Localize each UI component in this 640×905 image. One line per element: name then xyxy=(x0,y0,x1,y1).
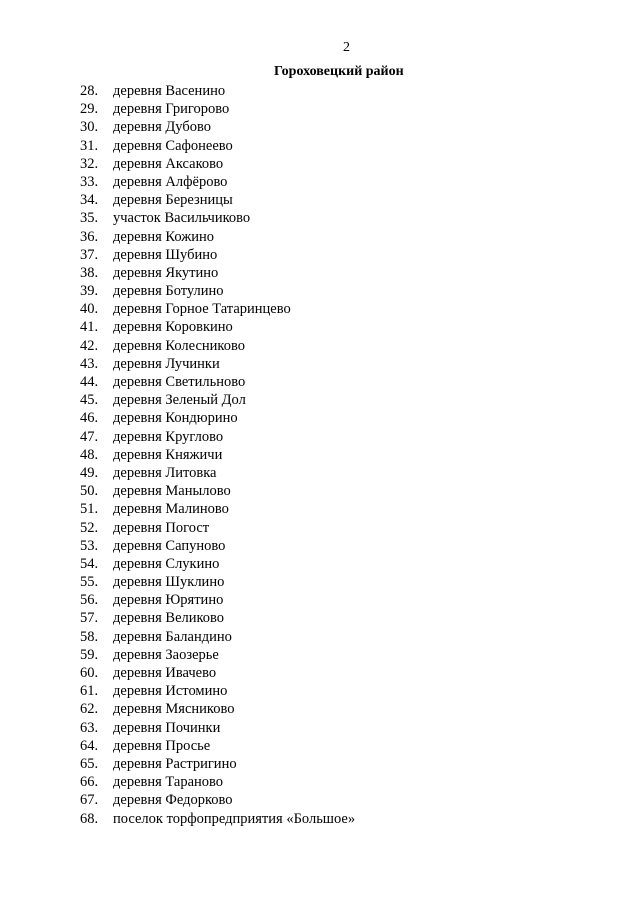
settlement-name: деревня Круглово xyxy=(113,428,224,445)
item-number: 37. xyxy=(80,246,99,263)
settlement-name: деревня Литовка xyxy=(113,464,217,481)
item-number: 57. xyxy=(80,610,99,627)
settlement-name: деревня Светильново xyxy=(113,374,246,390)
settlement-name: деревня Горное Татаринцево xyxy=(113,301,291,318)
item-number: 51. xyxy=(80,501,99,518)
settlement-name: деревня Истомино xyxy=(113,683,228,700)
settlement-name: деревня Федорково xyxy=(113,792,233,809)
section-title: Гороховецкий район xyxy=(274,64,404,79)
item-number: 38. xyxy=(80,264,99,281)
item-number: 67. xyxy=(80,792,99,809)
item-number: 40. xyxy=(80,301,99,318)
settlement-name: деревня Ботулино xyxy=(113,283,224,300)
item-number: 31. xyxy=(80,137,99,154)
item-number: 49. xyxy=(80,464,99,481)
settlement-name: деревня Аксаково xyxy=(113,155,224,172)
item-number: 66. xyxy=(80,774,99,791)
item-number: 60. xyxy=(80,665,99,681)
item-number: 30. xyxy=(80,119,99,136)
item-number: 58. xyxy=(80,628,99,645)
item-number: 46. xyxy=(80,410,99,427)
settlement-name: деревня Кожино xyxy=(113,228,215,245)
settlement-name: деревня Великово xyxy=(113,610,225,627)
item-number: 52. xyxy=(80,519,99,536)
settlement-name: деревня Заозерье xyxy=(113,646,219,663)
settlement-name: деревня Юрятино xyxy=(113,592,224,609)
item-number: 48. xyxy=(80,446,99,463)
item-number: 45. xyxy=(80,392,99,409)
settlement-name: деревня Дубово xyxy=(113,119,211,136)
settlement-name: деревня Починки xyxy=(113,719,221,736)
settlement-name: деревня Малиново xyxy=(113,501,229,518)
item-number: 47. xyxy=(80,428,99,445)
item-number: 56. xyxy=(80,592,99,609)
item-number: 43. xyxy=(80,355,99,372)
item-number: 54. xyxy=(80,555,99,572)
settlement-name: деревня Мясниково xyxy=(113,701,235,718)
settlement-name: деревня Слукино xyxy=(113,555,220,572)
item-number: 59. xyxy=(80,646,99,663)
item-number: 34. xyxy=(80,192,99,209)
item-number: 29. xyxy=(80,101,99,118)
settlement-name: деревня Колесниково xyxy=(113,337,245,354)
item-number: 32. xyxy=(80,155,99,172)
settlement-name: деревня Григорово xyxy=(113,101,230,118)
settlement-name: деревня Княжичи xyxy=(113,446,223,463)
page-number: 2 xyxy=(343,40,350,55)
settlement-name: деревня Растригино xyxy=(113,755,237,772)
item-number: 63. xyxy=(80,719,99,736)
settlement-name: деревня Просье xyxy=(113,737,211,754)
item-number: 55. xyxy=(80,574,99,591)
item-number: 44. xyxy=(80,374,99,390)
settlement-name: участок Васильчиково xyxy=(113,210,251,227)
item-number: 64. xyxy=(80,737,99,754)
settlement-name: деревня Алфёрово xyxy=(113,173,228,190)
settlement-name: деревня Манылово xyxy=(113,483,231,500)
settlement-name: деревня Кондюрино xyxy=(113,410,238,427)
settlement-name: деревня Баландино xyxy=(113,628,232,645)
settlement-name: деревня Шуклино xyxy=(113,574,225,591)
item-number: 33. xyxy=(80,173,99,190)
settlement-name: деревня Тараново xyxy=(113,774,224,791)
settlement-name: деревня Лучинки xyxy=(113,355,220,372)
settlement-name: деревня Ивачево xyxy=(113,665,217,681)
settlement-name: поселок торфопредприятия «Большое» xyxy=(113,810,356,827)
settlement-name: деревня Коровкино xyxy=(113,319,233,336)
settlement-name: деревня Якутино xyxy=(113,264,219,281)
item-number: 36. xyxy=(80,228,99,245)
settlement-name: деревня Березницы xyxy=(113,192,233,209)
item-number: 28. xyxy=(80,83,99,99)
item-number: 42. xyxy=(80,337,99,354)
item-number: 62. xyxy=(80,701,99,718)
settlement-name: деревня Сафонеево xyxy=(113,137,233,154)
item-number: 39. xyxy=(80,283,99,300)
settlement-name: деревня Васенино xyxy=(113,83,226,99)
item-number: 61. xyxy=(80,683,99,700)
item-number: 41. xyxy=(80,319,99,336)
settlement-name: деревня Зеленый Дол xyxy=(113,392,246,409)
settlement-name: деревня Шубино xyxy=(113,246,218,263)
settlement-name: деревня Сапуново xyxy=(113,537,226,554)
item-number: 68. xyxy=(80,810,99,827)
item-number: 50. xyxy=(80,483,99,500)
item-number: 53. xyxy=(80,537,99,554)
item-number: 35. xyxy=(80,210,99,227)
item-number: 65. xyxy=(80,755,99,772)
settlement-name: деревня Погост xyxy=(113,519,210,536)
